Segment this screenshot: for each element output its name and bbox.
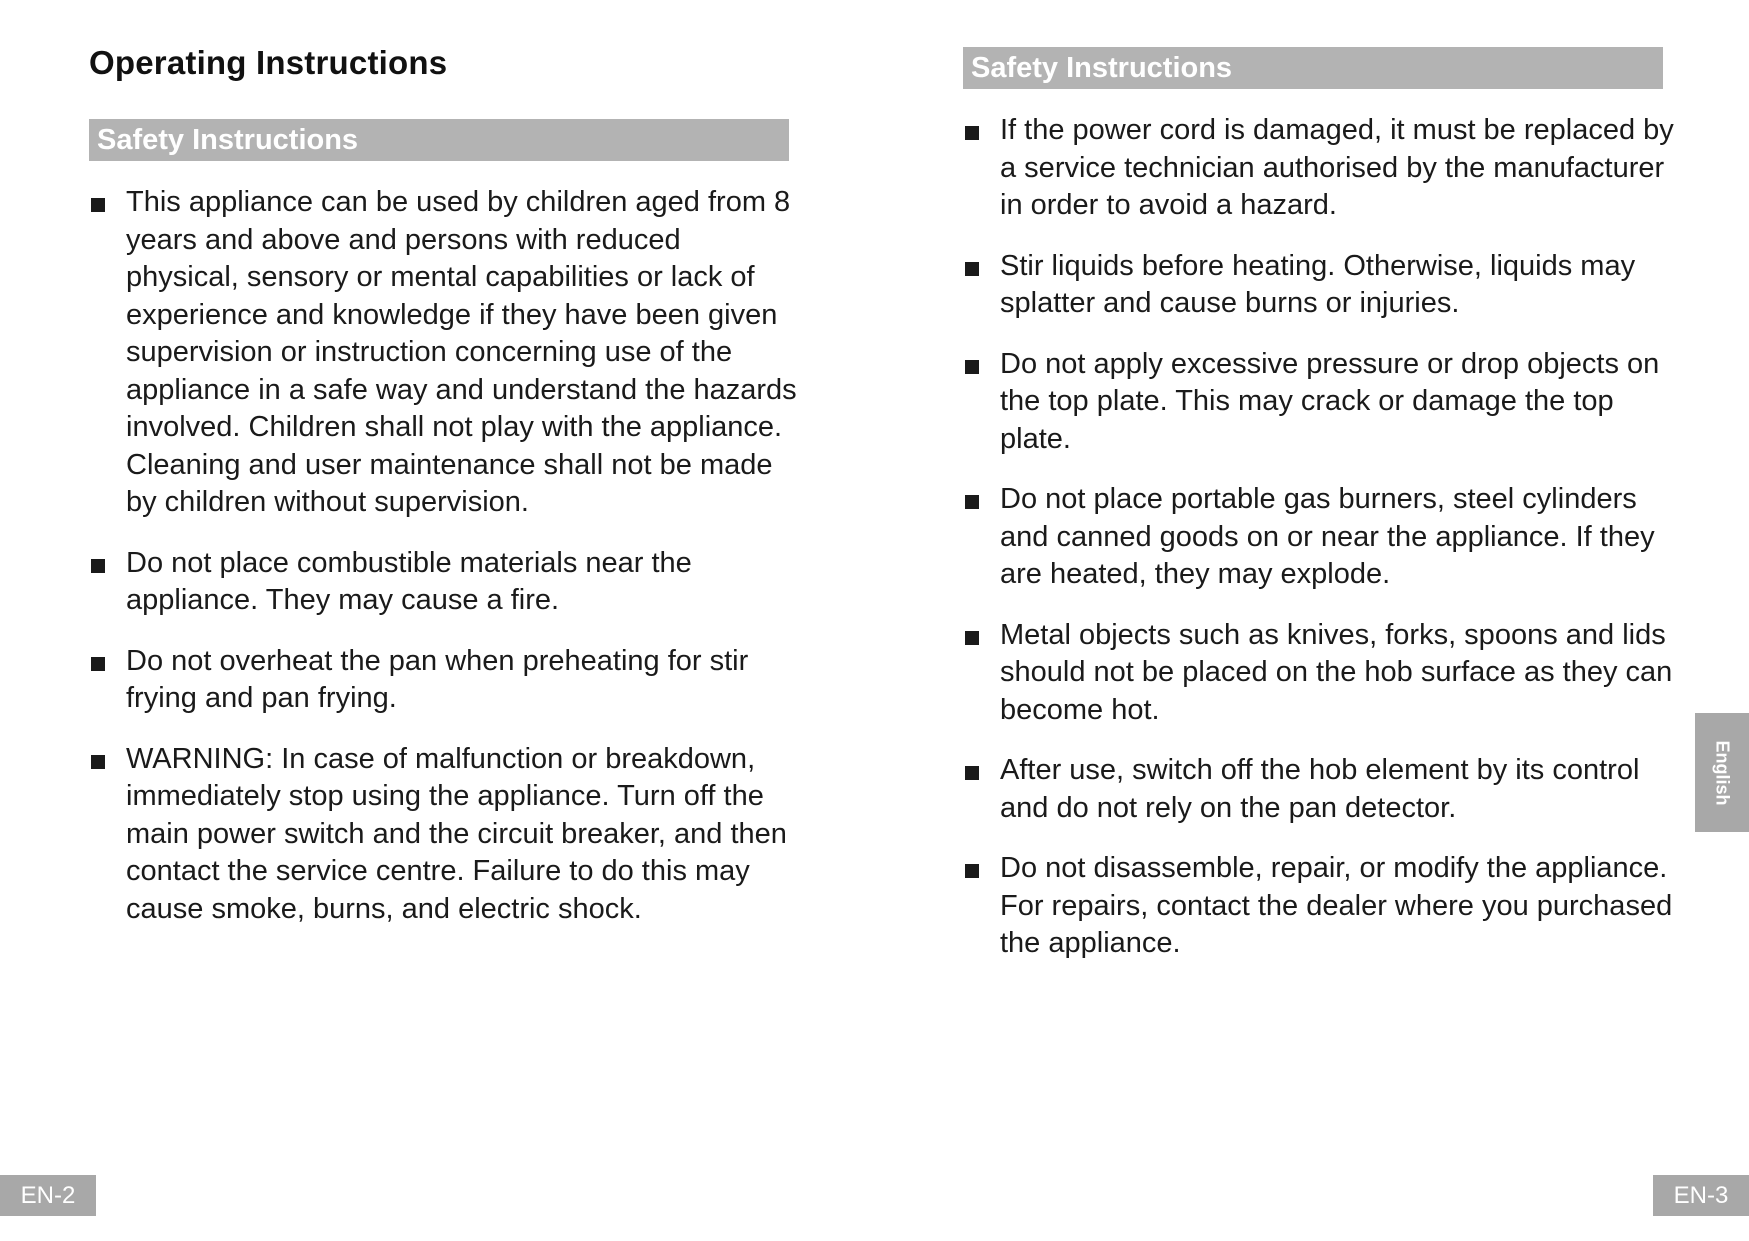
language-tab-label: English <box>1712 739 1733 806</box>
list-item-text: Do not place portable gas burners, steel cylinders and canned goods on or near the appliance. If they are heated, they may explode. <box>1000 483 1655 590</box>
square-bullet-icon <box>965 766 979 780</box>
list-item-text: Do not place combustible materials near the appliance. They may cause a fire. <box>126 546 692 616</box>
list-item-text: Metal objects such as knives, forks, spoons and lids should not be placed on the hob surface as they can become hot. <box>1000 618 1673 726</box>
square-bullet-icon <box>965 631 979 645</box>
safety-list-right <box>963 112 1675 986</box>
page-title: Operating Instructions <box>89 44 448 81</box>
list-item <box>963 346 1675 459</box>
page-number-left: EN-2 <box>0 1175 96 1216</box>
list-item <box>963 481 1675 594</box>
list-item <box>963 850 1675 963</box>
list-item <box>963 248 1675 323</box>
list-item-text: WARNING: In case of malfunction or breakdown, immediately stop using the appliance. Turn off the main power switch and the circuit breaker, and then contact the service centre. Failure to do this may cause smoke, burns, and electric shock. <box>126 742 787 925</box>
square-bullet-icon <box>91 198 105 212</box>
square-bullet-icon <box>965 126 979 140</box>
list-item <box>963 617 1675 730</box>
list-item <box>963 112 1675 225</box>
page-number-right: EN-3 <box>1653 1175 1749 1216</box>
list-item-text: Do not disassemble, repair, or modify the appliance. For repairs, contact the dealer where you purchased the appliance. <box>1000 852 1673 959</box>
square-bullet-icon <box>965 360 979 374</box>
list-item-text: Stir liquids before heating. Otherwise, liquids may splatter and cause burns or injuries. <box>1000 249 1636 319</box>
list-item-text: If the power cord is damaged, it must be replaced by a service technician authorised by the manufacturer in order to avoid a hazard. <box>1000 114 1674 221</box>
square-bullet-icon <box>965 495 979 509</box>
list-item-text: After use, switch off the hob element by its control and do not rely on the pan detector. <box>1000 754 1640 824</box>
square-bullet-icon <box>965 262 979 276</box>
list-item <box>963 752 1675 827</box>
list-item <box>89 545 801 620</box>
right-page <box>874 0 1749 1241</box>
safety-list-left <box>89 184 801 951</box>
list-item-text: This appliance can be used by children aged from 8 years and above and persons with reduced physical, sensory or mental capabilities or lack of experience and knowledge if they have been given supervision or instruction concerning use of the appliance in a safe way and understand the hazards involved. Children shall not play with the appliance. Cleaning and user maintenance shall not be made by children without supervision. <box>126 186 797 518</box>
square-bullet-icon <box>965 864 979 878</box>
square-bullet-icon <box>91 657 105 671</box>
list-item <box>89 741 801 929</box>
section-header-safety: Safety Instructions <box>963 47 1663 89</box>
list-item <box>89 184 801 522</box>
list-item-text: Do not apply excessive pressure or drop objects on the top plate. This may crack or damage the top plate. <box>1000 347 1660 455</box>
square-bullet-icon <box>91 559 105 573</box>
list-item <box>89 643 801 718</box>
left-page <box>0 0 874 1241</box>
square-bullet-icon <box>91 755 105 769</box>
list-item-text: Do not overheat the pan when preheating for stir frying and pan frying. <box>126 644 749 714</box>
language-tab <box>1695 713 1749 832</box>
section-header-safety: Safety Instructions <box>89 119 789 161</box>
